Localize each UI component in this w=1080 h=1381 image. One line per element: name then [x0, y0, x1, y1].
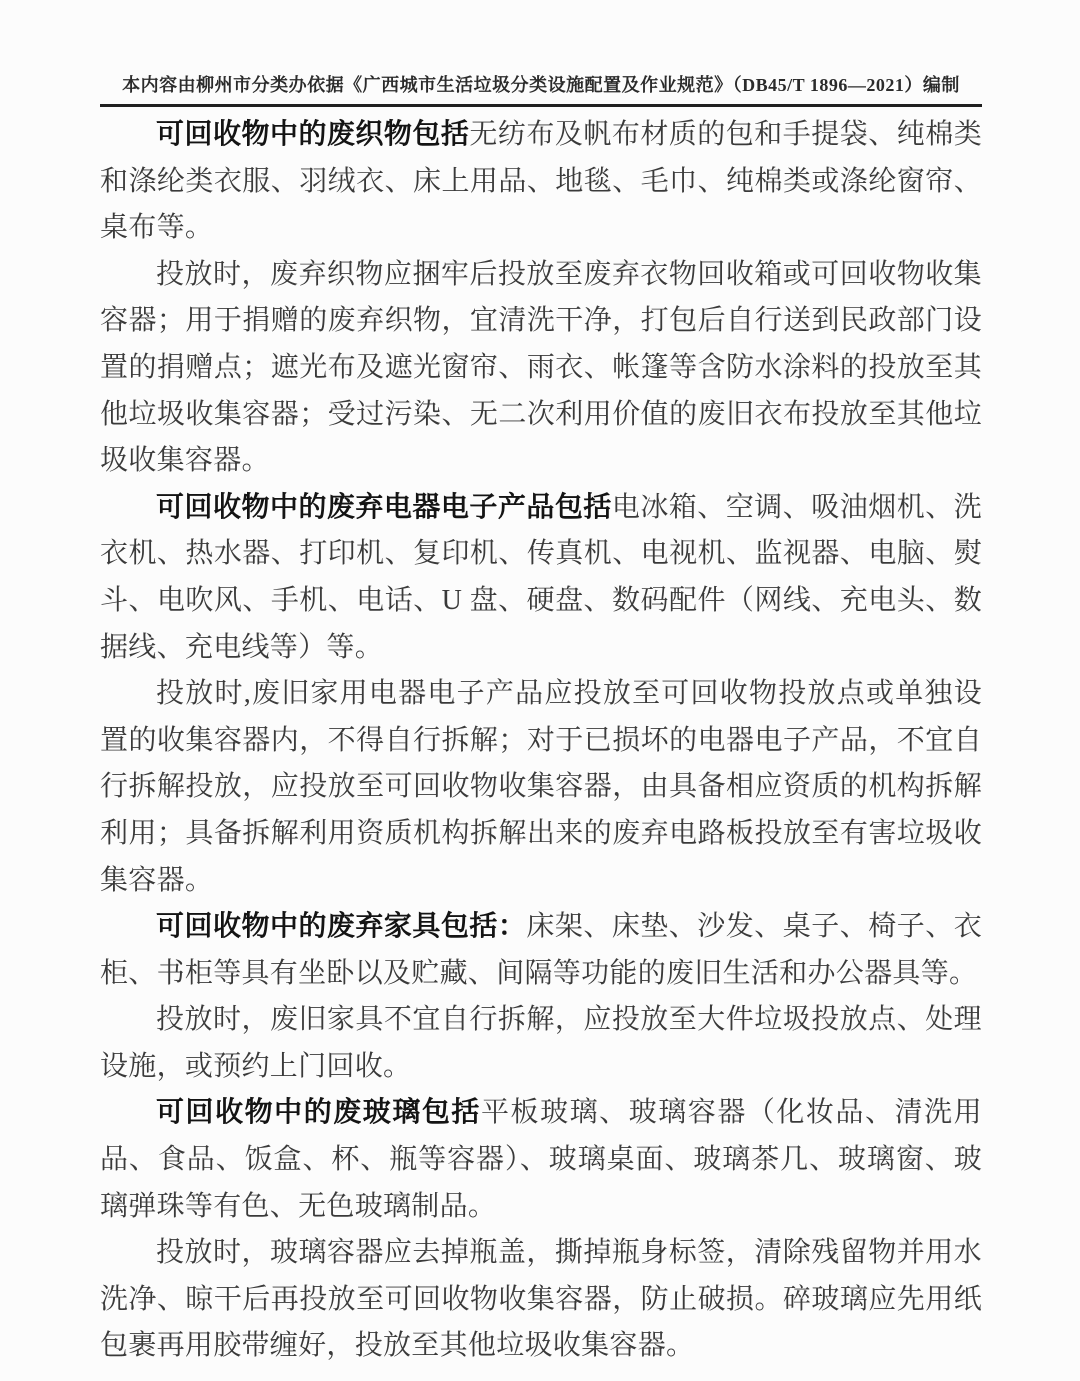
paragraph-5-text: 床架、床垫、沙发、桌子、椅子、衣柜、书柜等具有坐卧以及贮藏、间隔等功能的废旧生活和办公器具等。: [100, 911, 982, 989]
paragraph-2: [100, 252, 982, 485]
paragraph-4-text: 投放时,废旧家用电器电子产品应投放至可回收物投放点或单独设置的收集容器内，不得自行拆解；对于已损坏的电器电子产品，不宜自行拆解投放，应投放至可回收物收集容器，由具备相应资质的机构拆解利用；具备拆解利用资质机构拆解出来的废弃电路板投放至有害垃圾收集容器。: [100, 678, 982, 896]
paragraph-1: [100, 112, 982, 252]
paragraph-2-text: 投放时，废弃织物应捆牢后投放至废弃衣物回收箱或可回收物收集容器；用于捐赠的废弃织物，宜清洗干净，打包后自行送到民政部门设置的捐赠点；遮光布及遮光窗帘、雨衣、帐篷等含防水涂料的投放至其他垃圾收集容器；受过污染、无二次利用价值的废旧衣布投放至其他垃圾收集容器。: [100, 258, 982, 477]
paragraph-6: [100, 997, 982, 1090]
paragraph-1-lead: 可回收物中的废织物包括: [156, 119, 470, 150]
paragraph-5-lead: 可回收物中的废弃家具包括：: [156, 911, 527, 943]
paragraph-1-text: 无纺布及帆布材质的包和手提袋、纯棉类和涤纶类衣服、羽绒衣、床上用品、地毯、毛巾、纯棉类或涤纶窗帘、桌布等。: [100, 119, 982, 244]
paragraph-8-text: 投放时，玻璃容器应去掉瓶盖，撕掉瓶身标签，清除残留物并用水洗净、晾干后再投放至可回收物收集容器，防止破损。碎玻璃应先用纸包裹再用胶带缠好，投放至其他垃圾收集容器。: [100, 1237, 982, 1362]
paragraph-3: [100, 485, 982, 671]
paragraph-7-lead: 可回收物中的废玻璃包括: [156, 1097, 481, 1129]
document-header: 本内容由柳州市分类办依据《广西城市生活垃圾分类设施配置及作业规范》（DB45/T 1896—2021）编制: [100, 0, 982, 107]
paragraph-7: [100, 1090, 982, 1230]
paragraph-3-lead: 可回收物中的废弃电器电子产品包括: [156, 491, 612, 523]
paragraph-5: [100, 904, 982, 997]
paragraph-8: [100, 1230, 982, 1370]
paragraph-3-text: 电冰箱、空调、吸油烟机、洗衣机、热水器、打印机、复印机、传真机、电视机、监视器、电脑、熨斗、电吹风、手机、电话、U 盘、硬盘、数码配件（网线、充电头、数据线、充电线等）等。: [100, 491, 982, 663]
paragraph-7-text: 平板玻璃、玻璃容器（化妆品、清洗用品、食品、饭盒、杯、瓶等容器）、玻璃桌面、玻璃茶几、玻璃窗、玻璃弹珠等有色、无色玻璃制品。: [100, 1097, 982, 1222]
paragraph-4: [100, 671, 982, 904]
document-body: [100, 112, 982, 1370]
paragraph-6-text: 投放时，废旧家具不宜自行拆解，应投放至大件垃圾投放点、处理设施，或预约上门回收。: [100, 1004, 982, 1082]
